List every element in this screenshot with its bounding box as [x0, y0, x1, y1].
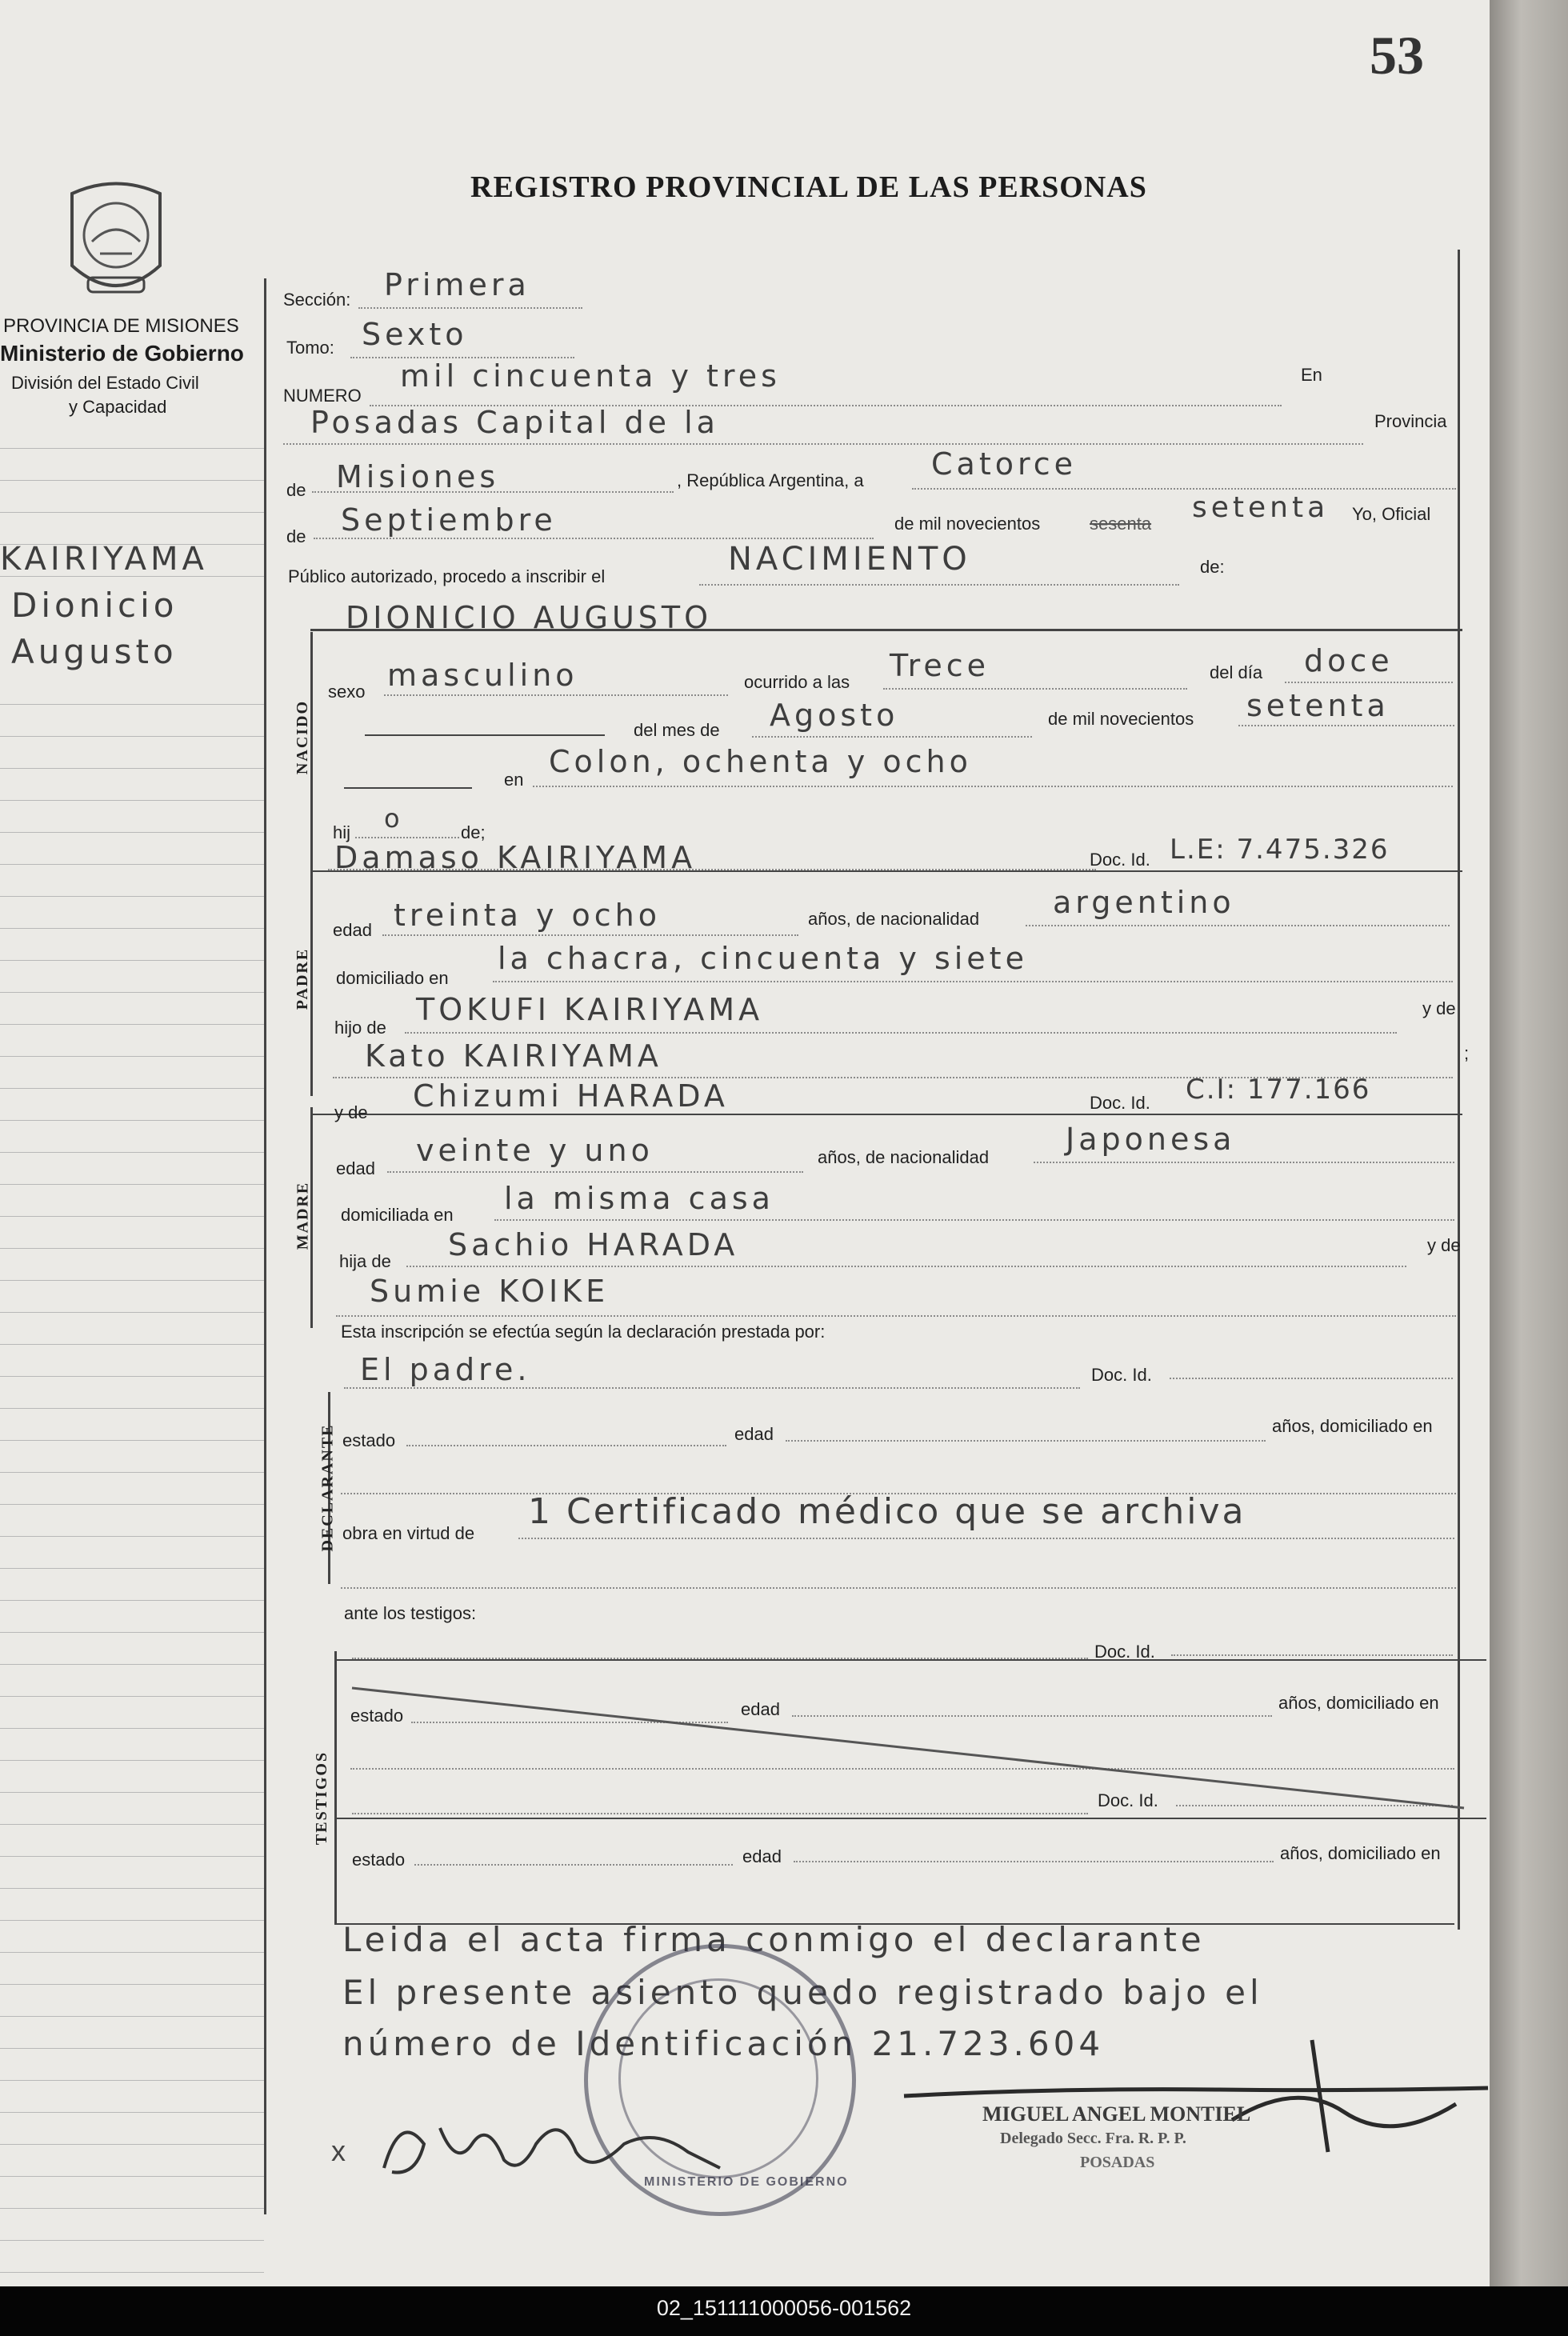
label-anos-nac-madre: años, de nacionalidad	[818, 1147, 990, 1167]
line-testigos-mid	[334, 1818, 1486, 1819]
value-lugar-nac: Colon, ochenta y ocho	[549, 744, 972, 779]
cancel-line	[344, 1680, 1480, 1816]
province-crest-icon	[56, 178, 176, 314]
ministry-name: Ministerio de Gobierno	[0, 341, 244, 366]
label-doc-id-declarante: Doc. Id.	[1091, 1365, 1152, 1385]
label-domiciliada-madre: domiciliada en	[341, 1205, 454, 1225]
label-doc-id-padre: Doc. Id.	[1090, 850, 1150, 870]
official-signature	[896, 2032, 1504, 2168]
label-republica: , República Argentina, a	[677, 470, 864, 490]
label-edad-declarante: edad	[734, 1424, 774, 1444]
blank-line-2	[344, 787, 472, 789]
value-madre-doc: C.I: 177.166	[1186, 1074, 1371, 1106]
label-ante-testigos: ante los testigos:	[344, 1603, 477, 1623]
value-hora: Trece	[890, 648, 990, 683]
label-padre: PADRE	[294, 947, 312, 1010]
label-doc-id-testigo-2: Doc. Id.	[1098, 1790, 1158, 1810]
label-de-2: de	[286, 526, 306, 546]
label-de-colon: de:	[1200, 557, 1225, 577]
value-madre-dom: la misma casa	[504, 1181, 774, 1216]
label-edad-testigo-2: edad	[742, 1846, 782, 1866]
line-madre-top	[310, 1114, 1462, 1115]
value-obra: 1 Certificado médico que se archiva	[528, 1491, 1246, 1532]
label-de-mil: de mil novecientos	[894, 514, 1041, 534]
value-dia: Catorce	[931, 446, 1078, 482]
label-hij: hij	[333, 822, 351, 842]
value-tomo: Sexto	[362, 317, 468, 352]
label-doc-id-testigo-1: Doc. Id.	[1094, 1642, 1155, 1662]
label-nacido: NACIDO	[294, 699, 312, 775]
label-numero: NUMERO	[283, 386, 362, 406]
value-lugar: Posadas Capital de la	[310, 405, 719, 440]
label-ocurrido: ocurrido a las	[744, 672, 850, 692]
label-hija-de: hija de	[339, 1251, 391, 1271]
declarant-signature	[368, 2096, 736, 2200]
label-domiciliado-padre: domiciliado en	[336, 968, 449, 988]
value-madre-nac: Japonesa	[1066, 1122, 1236, 1157]
official-title: Delegado Secc. Fra. R. P. P.	[1000, 2130, 1186, 2147]
label-en: En	[1301, 365, 1322, 385]
label-de-1: de	[286, 480, 306, 500]
label-publico: Público autorizado, procedo a inscribir el	[288, 566, 606, 586]
value-padre: Damaso KAIRIYAMA	[334, 840, 697, 875]
page-title: REGISTRO PROVINCIAL DE LAS PERSONAS	[470, 170, 1147, 204]
official-place: POSADAS	[1080, 2154, 1155, 2171]
seal-text: MINISTERIO DE GOBIERNO	[644, 2175, 849, 2189]
label-en-2: en	[504, 770, 524, 790]
margin-surname: KAIRIYAMA	[0, 541, 208, 578]
value-mes-nac: Agosto	[770, 698, 899, 733]
value-padre-doc: L.E: 7.475.326	[1170, 834, 1390, 866]
label-anos-domiciliado-declarante: años, domiciliado en	[1272, 1416, 1433, 1436]
value-hij-suffix: o	[384, 803, 404, 834]
province-name: PROVINCIA DE MISIONES	[3, 315, 239, 337]
value-sexo: masculino	[387, 658, 578, 693]
division-name: División del Estado Civil	[11, 373, 199, 393]
label-edad-padre: edad	[333, 920, 372, 940]
value-padre-nac: argentino	[1053, 885, 1235, 920]
value-abuela-m: Sumie KOIKE	[370, 1274, 610, 1309]
value-dia-nac: doce	[1304, 643, 1394, 678]
label-provincia: Provincia	[1374, 411, 1447, 431]
label-madre: MADRE	[294, 1181, 312, 1250]
value-numero: mil cincuenta y tres	[400, 358, 781, 394]
value-padre-dom: la chacra, cincuenta y siete	[498, 941, 1028, 976]
value-abuelo-p: TOKUFI KAIRIYAMA	[416, 992, 764, 1027]
label-de-mil-2: de mil novecientos	[1048, 709, 1194, 729]
main-left-border	[264, 278, 266, 2214]
official-name: MIGUEL ANGEL MONTIEL	[982, 2102, 1251, 2126]
closing-line-1: Leida el acta firma conmigo el declarante	[342, 1920, 1206, 1959]
label-hijo-de: hijo de	[334, 1018, 386, 1038]
value-anio-nac: setenta	[1246, 688, 1390, 723]
label-anos-domiciliado-testigo-1: años, domiciliado en	[1278, 1693, 1439, 1713]
value-anio: setenta	[1192, 491, 1330, 524]
margin-first-name: Dionicio	[11, 586, 178, 625]
signature-mark: x	[331, 2134, 346, 2167]
value-madre: Chizumi HARADA	[413, 1078, 729, 1114]
value-madre-edad: veinte y uno	[416, 1133, 654, 1168]
label-obra: obra en virtud de	[342, 1523, 475, 1543]
label-anos-domiciliado-testigo-2: años, domiciliado en	[1280, 1843, 1441, 1863]
value-padre-edad: treinta y ocho	[394, 898, 662, 933]
label-estado-declarante: estado	[342, 1430, 396, 1450]
label-yo-oficial: Yo, Oficial	[1352, 504, 1431, 524]
value-abuelo-m: Sachio HARADA	[448, 1227, 739, 1262]
label-semicolon: ;	[1464, 1043, 1470, 1063]
label-testigos: TESTIGOS	[313, 1750, 331, 1846]
label-del-mes: del mes de	[634, 720, 720, 740]
value-declarante: El padre.	[360, 1352, 531, 1387]
label-sexo: sexo	[328, 682, 366, 702]
value-mes: Septiembre	[341, 502, 557, 538]
label-de-semi: de;	[461, 822, 486, 842]
label-edad-testigo-1: edad	[741, 1699, 780, 1719]
value-nombre: DIONICIO AUGUSTO	[346, 600, 713, 635]
label-seccion: Sección:	[283, 290, 351, 310]
closing-line-2: El presente asiento quedo registrado bajo el	[342, 1973, 1263, 2012]
label-del-dia: del día	[1210, 662, 1263, 682]
label-y-de-abuela: y de	[1427, 1235, 1461, 1255]
margin-second-name: Augusto	[11, 632, 178, 671]
label-esta-inscripcion: Esta inscripción se efectúa según la declaración prestada por:	[341, 1322, 826, 1342]
label-estado-testigo-1: estado	[350, 1706, 404, 1726]
line-testigos-top	[334, 1659, 1486, 1661]
value-abuela-p: Kato KAIRIYAMA	[365, 1038, 662, 1074]
footer-id: 02_151111000056-001562	[656, 2296, 912, 2320]
page-number: 53	[1370, 25, 1424, 86]
label-estado-testigo-2: estado	[352, 1850, 406, 1870]
closing-line-3: número de Identificación 21.723.604	[342, 2024, 1105, 2063]
book-edge	[1490, 0, 1568, 2286]
label-y-de-madre: y de	[334, 1102, 368, 1122]
label-y-de-padre: y de	[1422, 998, 1456, 1018]
blank-line-1	[365, 734, 605, 736]
label-doc-id-madre: Doc. Id.	[1090, 1093, 1150, 1113]
label-declarante: DECLARANTE	[318, 1423, 337, 1552]
value-anio-struck: sesenta	[1090, 514, 1152, 534]
division-capacity: y Capacidad	[69, 397, 167, 417]
main-right-border	[1458, 250, 1460, 1930]
testigos-bracket	[334, 1651, 337, 1923]
label-tomo: Tomo:	[286, 338, 334, 358]
value-seccion: Primera	[384, 267, 530, 302]
value-provincia: Misiones	[336, 459, 500, 494]
value-acto: NACIMIENTO	[728, 541, 971, 578]
label-edad-madre: edad	[336, 1158, 375, 1178]
label-anos-nac-padre: años, de nacionalidad	[808, 909, 980, 929]
